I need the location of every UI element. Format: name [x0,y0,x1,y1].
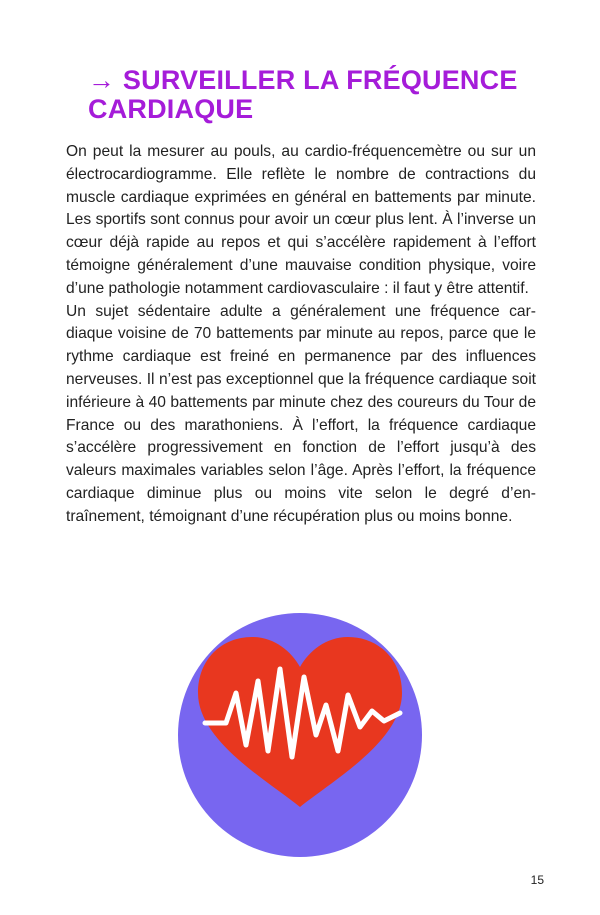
page-number: 15 [530,873,544,887]
heart-illustration [150,585,450,885]
section-title: SURVEILLER LA FRÉQUENCE CARDIAQUE [88,65,518,124]
body-text [66,141,536,529]
arrow-icon: → [88,65,116,95]
paragraph: On peut la mesurer au pouls, au cardio-fréquencemètre ou sur un électrocardiogramme. Elle reflète le nombre de contractions du muscle cardiaque exprimées en général en battements par minute. Les sportifs sont connus pour avoir un cœur plus lent. À l’inverse un cœur déjà rapide au repos et qui s’accélère rapidement à l’effort témoigne généralement d’une mauvaise condition physique, voire d’une pathologie notamment cardiovasculaire : il faut y être attentif. [66,143,536,297]
heart-pulse-icon [150,585,450,885]
section-heading [88,66,528,124]
paragraph: Un sujet sédentaire adulte a généralement une fréquence cardiaque voisine de 70 battements par minute au repos, parce que le rythme cardiaque est freiné en permanence par des influences nerveuses. Il n’est pas exceptionnel que la fréquence cardiaque soit inférieure à 40 battements par minute chez des coureurs du Tour de France ou des marathoniens. À l’effort, la fréquence cardiaque s’accélère progressivement en fonction de l’effort jusqu’à des valeurs maximales variables selon l’âge. Après l’effort, la fréquence cardiaque diminue plus ou moins vite selon le degré d’entraînement, témoignant d’une récupération plus ou moins bonne. [66,302,536,525]
